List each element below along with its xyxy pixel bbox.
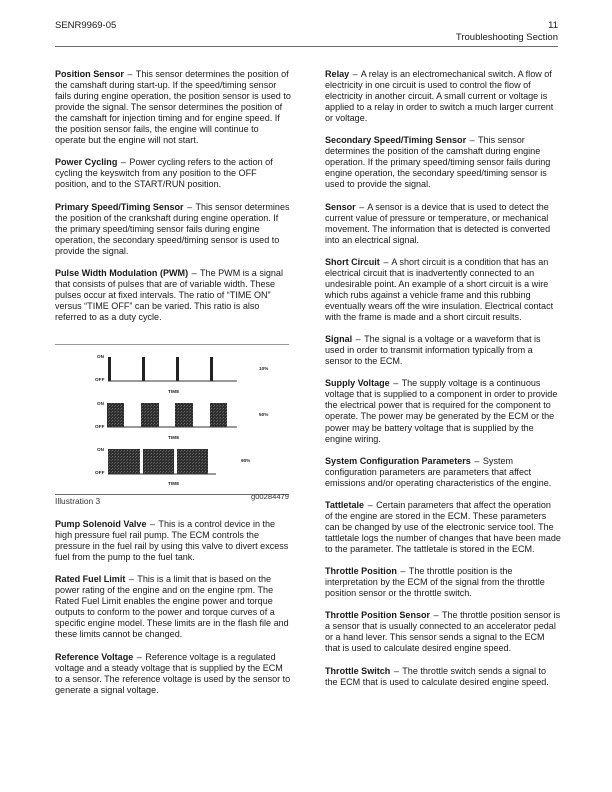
glossary-entry <box>325 202 561 246</box>
off-label: OFF <box>95 470 105 475</box>
glossary-entry <box>55 574 291 640</box>
term: Throttle Switch <box>325 665 391 676</box>
separator: – <box>359 201 365 212</box>
definition: This is a limit that is based on the power rating of the engine and on the engine rpm. The Rated Fuel Limit enables the engine power and torque outputs to conform to the power and torque curves of a specific engine model. These limits are in the flash file and these limits cannot be changed. <box>55 574 289 640</box>
glossary-entry <box>325 378 561 444</box>
glossary-entry <box>55 202 291 257</box>
time-axis-label: TIME <box>168 389 180 394</box>
term: Tattletale <box>325 499 365 510</box>
definition: The throttle position is the interpretation by the ECM of the signal from the throttle position sensor or the throttle switch. <box>325 566 545 599</box>
glossary-entry <box>325 135 561 190</box>
separator: – <box>383 256 389 267</box>
definition: Certain parameters that affect the operation of the engine are stored in the ECM. These parameters can be changed by use of the electronic service tool. The tattletale logs the number of changes that have been made to the parameter. The tattletale is stored in the ECM. <box>325 499 561 555</box>
definition: A sensor is a device that is used to detect the current value of pressure or temperature, or mechanical movement. The information that is detected is converted into an electrical signal. <box>325 201 551 245</box>
separator: – <box>400 566 406 577</box>
glossary-entry <box>325 69 561 124</box>
definition: This sensor determines the position of the crankshaft during engine operation. If the primary speed/timing sensor fails during engine operation, the secondary speed/timing sensor is used to provide the signal. <box>55 201 290 256</box>
off-label: OFF <box>95 424 105 429</box>
pwm-waveform-diagram <box>55 345 289 494</box>
separator: – <box>393 665 399 676</box>
separator: – <box>187 201 193 212</box>
term: Pulse Width Modulation (PWM) <box>55 267 189 278</box>
duty-label: 50% <box>259 412 269 417</box>
on-label: ON <box>97 447 105 452</box>
left-column <box>55 69 291 334</box>
separator: – <box>469 135 475 146</box>
term: Sensor <box>325 201 356 212</box>
term: Throttle Position Sensor <box>325 610 431 621</box>
term: Reference Voltage <box>55 651 134 662</box>
illustration-id: g00284479 <box>250 492 289 501</box>
definition: System configuration parameters are parameters that affect emissions and/or operating characteristics of the engine. <box>325 455 552 488</box>
glossary-entry <box>55 652 291 696</box>
time-axis-label: TIME <box>168 481 180 486</box>
glossary-entry <box>325 334 561 367</box>
duty-label: 10% <box>259 366 269 371</box>
separator: – <box>150 519 156 529</box>
pwm-illustration <box>55 344 289 495</box>
page-number: 11 <box>548 20 558 31</box>
glossary-entry <box>325 666 561 688</box>
term: Signal <box>325 334 353 345</box>
glossary-entry <box>325 610 561 654</box>
definition: The throttle switch sends a signal to the ECM that is used to calculate desired engine speed. <box>325 665 549 687</box>
definition: A relay is an electromechanical switch. A flow of electricity in one circuit is used to control the flow of electricity in another circuit. A small current or voltage is applied to a relay in order to switch a much larger current or voltage. <box>325 69 554 124</box>
definition: The throttle position sensor is a sensor that is usually connected to an accelerator pedal or a hand lever. This sensor sends a signal to the ECM that is used to calculate desired engine speed. <box>325 610 561 654</box>
document-id: SENR9969-05 <box>55 20 117 31</box>
on-label: ON <box>97 401 105 406</box>
term: System Configuration Parameters <box>325 455 471 466</box>
definition: Power cycling refers to the action of cycling the keyswitch from any position to the OFF position, and to the START/RUN position. <box>55 157 273 190</box>
section-title: Troubleshooting Section <box>455 32 558 43</box>
definition: Reference voltage is a regulated voltage and a steady voltage that is supplied by the ECM to a sensor. The reference voltage is used by the sensor to generate a signal voltage. <box>55 651 291 695</box>
definition: This sensor determines the position of the camshaft during start-up. If the speed/timing sensor fails during engine operation, the position sensor is used to provide the signal. The sensor determines the position of the camshaft for injection timing and for engine speed. If the position sensor fails, the engine will continue to operate but the engine will not start. <box>55 69 291 146</box>
glossary-entry <box>55 157 291 190</box>
right-column <box>325 69 561 699</box>
off-label: OFF <box>95 377 105 382</box>
term: Primary Speed/Timing Sensor <box>55 201 184 212</box>
separator: – <box>367 499 373 510</box>
term: Secondary Speed/Timing Sensor <box>325 135 467 146</box>
term: Position Sensor <box>55 69 124 79</box>
term: Supply Voltage <box>325 378 390 389</box>
separator: – <box>474 455 480 466</box>
left-column-continued <box>55 519 291 707</box>
term: Rated Fuel Limit <box>55 574 126 585</box>
separator: – <box>127 69 133 79</box>
time-axis-label: TIME <box>168 435 180 440</box>
on-label: ON <box>97 354 105 359</box>
page-header <box>55 18 558 47</box>
separator: – <box>433 610 439 621</box>
plot-50-percent <box>107 403 237 427</box>
plot-10-percent <box>108 357 237 381</box>
term: Relay <box>325 69 350 79</box>
plot-90-percent <box>108 449 216 474</box>
term: Pump Solenoid Valve <box>55 519 147 529</box>
term: Throttle Position <box>325 566 397 577</box>
term: Short Circuit <box>325 256 380 267</box>
caption-label: Illustration 3 <box>55 496 101 506</box>
separator: – <box>191 267 197 278</box>
separator: – <box>136 651 142 662</box>
glossary-entry <box>55 69 291 146</box>
definition: This is a control device in the high pressure fuel rail pump. The ECM controls the pressure in the fuel rail by using this valve to divert excess fuel from the pump to the fuel tank. <box>55 519 289 563</box>
definition: A short circuit is a condition that has an electrical circuit that is inadvertently connected to an undesirable point. An example of a short circuit is a wire which rubs against a vehicle frame and this rubbing eventually wears off the wire insulation. Electrical contact with the frame is made and a short circuit results. <box>325 256 554 323</box>
separator: – <box>352 69 358 79</box>
definition: This sensor determines the position of the camshaft during engine operation. If the primary speed/timing sensor fails during engine operation, the secondary speed/timing sensor is used to provide the signal. <box>325 135 551 190</box>
glossary-entry <box>325 257 561 323</box>
separator: – <box>393 378 399 389</box>
definition: The PWM is a signal that consists of pulses that are of variable width. These pulses occur at fixed intervals. The ratio of “TIME ON” versus “TIME OFF” can be varied. This ratio is also referred to as a duty cycle. <box>55 267 283 323</box>
glossary-entry <box>55 268 291 323</box>
separator: – <box>355 334 361 345</box>
definition: The supply voltage is a continuous voltage that is supplied to a component in order to provide the electrical power that is required for the component to operate. The power may be generated by the ECM or the power may be battery voltage that is supplied by the engine wiring. <box>325 378 558 444</box>
glossary-entry <box>55 519 291 563</box>
separator: – <box>128 574 134 585</box>
glossary-entry <box>325 456 561 489</box>
term: Power Cycling <box>55 157 118 168</box>
glossary-entry <box>325 500 561 555</box>
definition: The signal is a voltage or a waveform that is used in order to transmit information typically from a sensor to the ECM. <box>325 334 541 367</box>
duty-label: 90% <box>241 458 251 463</box>
separator: – <box>120 157 126 168</box>
glossary-entry <box>325 566 561 599</box>
